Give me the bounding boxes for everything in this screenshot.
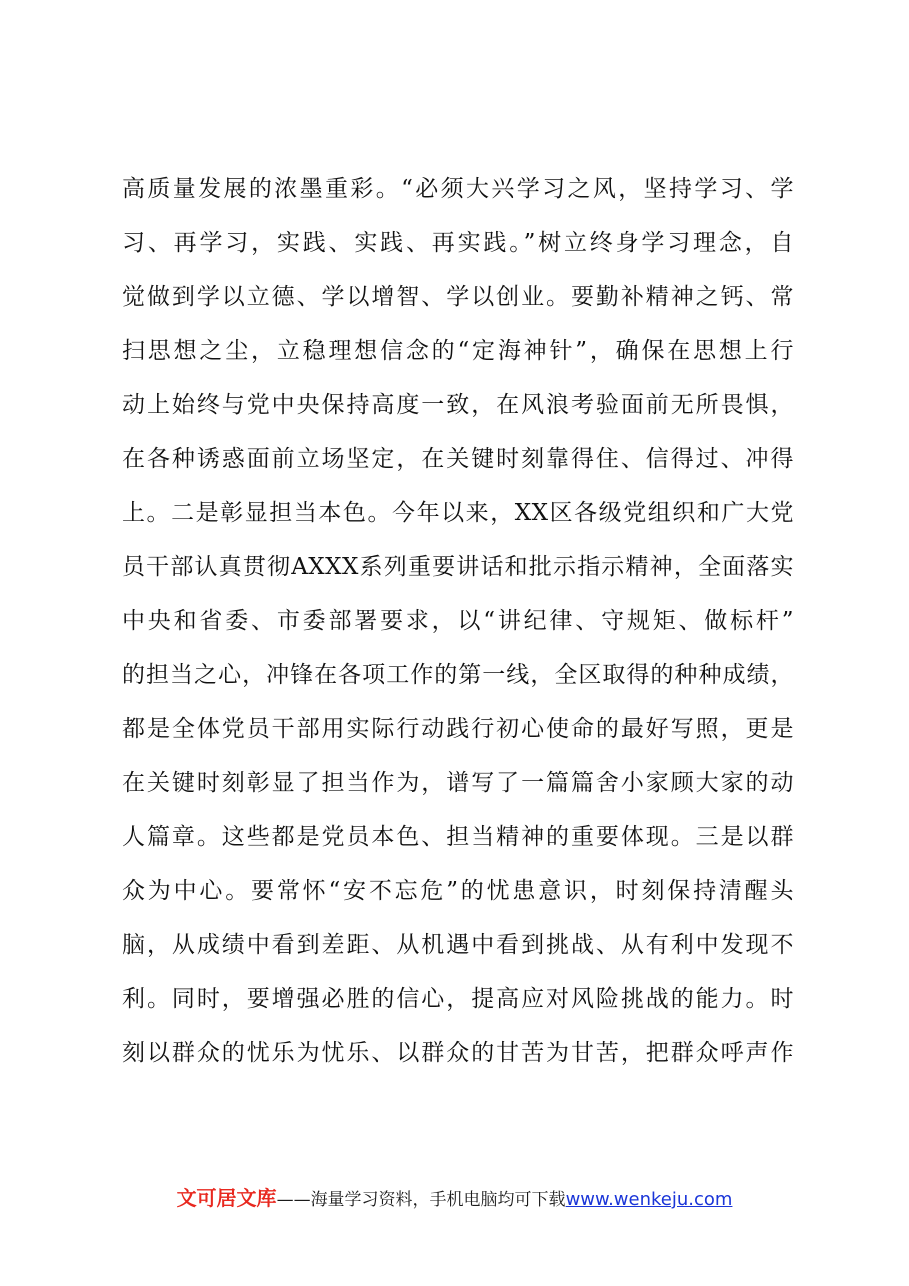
text-line: 觉做到学以立德、学以增智、学以创业。要勤补精神之钙、常 xyxy=(122,284,794,310)
text-line: 众为中心。要常怀“安不忘危”的忧患意识，时刻保持清醒头 xyxy=(122,878,794,904)
text-line: 脑，从成绩中看到差距、从机遇中看到挑战、从有利中发现不 xyxy=(122,932,794,958)
text-line: 上。二是彰显担当本色。今年以来，XX区各级党组织和广大党 xyxy=(122,500,794,526)
footer-tagline: ——海量学习资料，手机电脑均可下载 xyxy=(276,1190,566,1210)
footer-website-link[interactable]: www.wenkeju.com xyxy=(565,1189,733,1210)
text-line: 员干部认真贯彻AXXX系列重要讲话和批示指示精神，全面落实 xyxy=(122,554,794,580)
text-line: 在关键时刻彰显了担当作为，谱写了一篇篇舍小家顾大家的动 xyxy=(122,770,794,796)
text-line: 高质量发展的浓墨重彩。“必须大兴学习之风，坚持学习、学 xyxy=(122,176,794,202)
text-line: 习、再学习，实践、实践、再实践。”树立终身学习理念，自 xyxy=(122,230,794,256)
text-line: 都是全体党员干部用实际行动践行初心使命的最好写照，更是 xyxy=(122,716,794,742)
text-line: 刻以群众的忧乐为忧乐、以群众的甘苦为甘苦，把群众呼声作 xyxy=(122,1040,794,1066)
text-line: 动上始终与党中央保持高度一致，在风浪考验面前无所畏惧， xyxy=(122,392,794,418)
text-line: 在各种诱惑面前立场坚定，在关键时刻靠得住、信得过、冲得 xyxy=(122,446,794,472)
body-text xyxy=(122,162,794,1080)
text-line: 的担当之心，冲锋在各项工作的第一线，全区取得的种种成绩， xyxy=(122,662,794,688)
text-line: 人篇章。这些都是党员本色、担当精神的重要体现。三是以群 xyxy=(122,824,794,850)
footer-brand: 文可居文库 xyxy=(176,1186,277,1210)
footer-banner xyxy=(0,1182,909,1211)
text-line: 中央和省委、市委部署要求，以“讲纪律、守规矩、做标杆” xyxy=(122,608,794,634)
text-line: 扫思想之尘，立稳理想信念的“定海神针”，确保在思想上行 xyxy=(122,338,794,364)
text-line: 利。同时，要增强必胜的信心，提高应对风险挑战的能力。时 xyxy=(122,986,794,1012)
